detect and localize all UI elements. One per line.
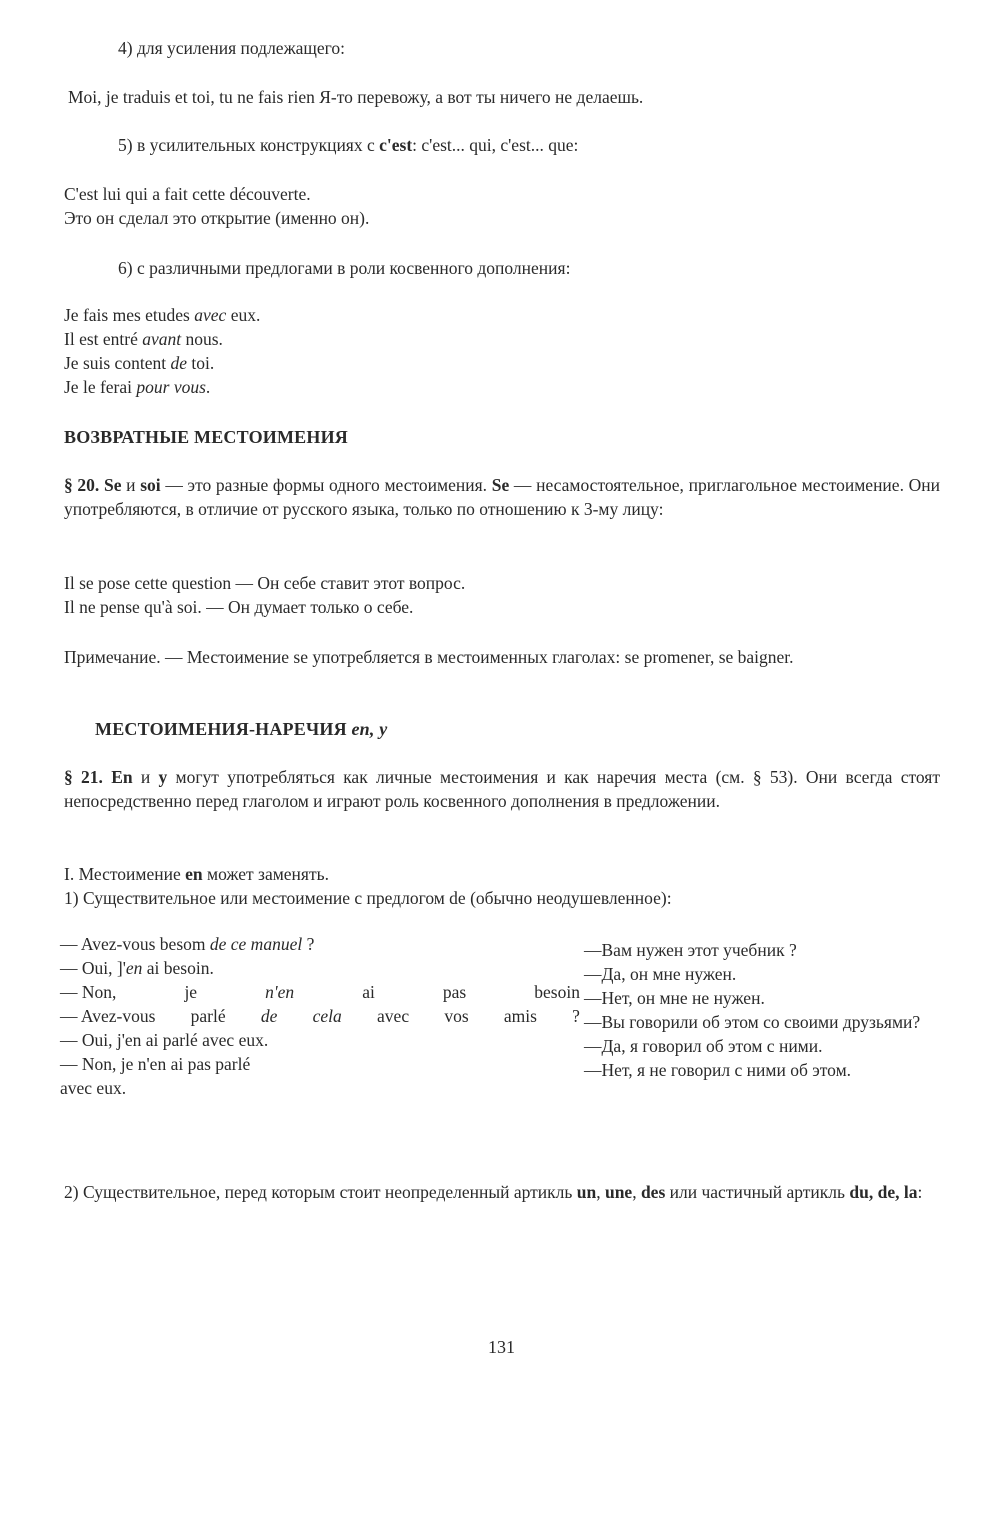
term-se: Se bbox=[104, 475, 122, 495]
paragraph-text: — несамостоятельное, приглагольное местоимение. Они употребляются, в отличие от русского языка, только по отношению к 3-му лицу: bbox=[64, 475, 940, 519]
item-6-text: 6) с различными предлогами в роли косвенного дополнения: bbox=[118, 258, 571, 278]
dialog-word: amis bbox=[503, 1006, 537, 1026]
reflexive-examples bbox=[64, 571, 465, 619]
heading-text: МЕСТОИМЕНИЯ-НАРЕЧИЯ bbox=[95, 719, 352, 739]
example-cest-fr: C'est lui qui a fait cette découverte. bbox=[64, 184, 311, 204]
paragraph-text: — это разные формы одного местоимения. bbox=[160, 475, 492, 495]
dialog-line bbox=[60, 1004, 580, 1028]
paragraph-text: : bbox=[917, 1182, 923, 1202]
dialog-line bbox=[60, 980, 580, 1004]
dialog-line: —Да, он мне нужен. bbox=[584, 964, 737, 984]
example-text: Je suis content bbox=[64, 353, 171, 373]
paragraph-text: или частичный артикль bbox=[665, 1182, 850, 1202]
dialog-line: —Да, я говорил об этом с ними. bbox=[584, 1036, 823, 1056]
dialog-word: — Avez-vous bbox=[60, 1006, 156, 1026]
dialog-line: —Нет, я не говорил с ними об этом. bbox=[584, 1060, 852, 1080]
section-number: § 20. bbox=[64, 475, 100, 495]
dialog-word: avec bbox=[377, 1006, 410, 1026]
en-subpoint-2 bbox=[64, 1180, 940, 1204]
page-number: 131 bbox=[488, 1337, 515, 1357]
note-paragraph: Примечание. — Местоимение se употребляется в местоименных глаголах: se promener, se baigner. bbox=[64, 647, 794, 667]
section-heading-reflexive: ВОЗВРАТНЫЕ МЕСТОИМЕНИЯ bbox=[64, 427, 348, 447]
dialog-line: —Нет, он мне не нужен. bbox=[584, 988, 765, 1008]
example-preposition: avec bbox=[194, 305, 227, 325]
dialog-word: besoin bbox=[534, 982, 580, 1002]
heading-terms: en, y bbox=[351, 719, 388, 739]
dialog-line bbox=[60, 956, 580, 980]
dialog-word: cela bbox=[312, 1006, 342, 1026]
example-cest-block bbox=[64, 182, 369, 230]
example-text: Il est entré bbox=[64, 329, 143, 349]
dialog-word: vos bbox=[444, 1006, 469, 1026]
example-text: nous. bbox=[181, 329, 223, 349]
paragraph-text: , bbox=[596, 1182, 605, 1202]
example-preposition: de bbox=[170, 353, 187, 373]
example-preposition: pour vous bbox=[136, 377, 206, 397]
paragraph-text: и bbox=[121, 475, 141, 495]
item-5-cest: c'est bbox=[379, 135, 413, 155]
dialog-line: avec eux. bbox=[60, 1078, 127, 1098]
term-en: En bbox=[111, 767, 133, 787]
dialog-word: pas bbox=[442, 982, 467, 1002]
example-moi: Moi, je traduis et toi, tu ne fais rien Я-то перевожу, а вот ты ничего не делаешь. bbox=[68, 87, 644, 107]
dialog-word: ai bbox=[362, 982, 375, 1002]
example-line bbox=[64, 375, 260, 399]
dialog-text: ai besoin. bbox=[142, 958, 214, 978]
article-une: une bbox=[604, 1182, 633, 1202]
dialog-italic: de ce manuel bbox=[209, 934, 303, 954]
example-text: toi. bbox=[186, 353, 215, 373]
partitive-articles: du, de, la bbox=[849, 1182, 918, 1202]
en-subpoint-1: 1) Существительное или местоимение с предлогом de (обычно неодушевленное): bbox=[64, 888, 672, 908]
dialog-text: — Oui, ]' bbox=[60, 958, 126, 978]
article-un: un bbox=[576, 1182, 597, 1202]
en-intro-line bbox=[64, 862, 672, 886]
intro-text: I. Местоимение bbox=[64, 864, 186, 884]
section-number: § 21. bbox=[64, 767, 103, 787]
example-preposition: avant bbox=[142, 329, 182, 349]
term-se: Se bbox=[491, 475, 510, 495]
example-line: Il ne pense qu'à soi. — Он думает только о себе. bbox=[64, 597, 414, 617]
dialog-word: parlé bbox=[190, 1006, 226, 1026]
paragraph-text: могут употребляться как личные местоимения и как наречия места (см. § 53). Они всегда стоят непосредственно перед глаголом и играют роль косвенного дополнения в предложении. bbox=[64, 767, 941, 811]
example-text: eux. bbox=[226, 305, 261, 325]
article-des: des bbox=[640, 1182, 666, 1202]
section-heading-adverbs bbox=[95, 717, 387, 741]
dialog-text: — Avez-vous besom bbox=[60, 934, 210, 954]
dialog-line: —Вам нужен этот учебник ? bbox=[584, 940, 797, 960]
intro-text: может заменять. bbox=[202, 864, 329, 884]
dialog-line: —Вы говорили об этом со своими друзьями? bbox=[584, 1012, 921, 1032]
example-line bbox=[64, 327, 260, 351]
example-cest-ru: Это он сделал это открытие (именно он). bbox=[64, 208, 370, 228]
example-line bbox=[64, 351, 260, 375]
dialog-italic: en bbox=[125, 958, 143, 978]
preposition-examples bbox=[64, 303, 260, 399]
dialog-word: n'en bbox=[265, 982, 295, 1002]
item-5-pre: 5) в усилительных конструкциях с bbox=[118, 135, 380, 155]
example-line bbox=[64, 303, 260, 327]
example-text: . bbox=[205, 377, 211, 397]
dialog-french bbox=[60, 932, 580, 1100]
term-soi: soi bbox=[140, 475, 161, 495]
item-4-text: 4) для усиления подлежащего: bbox=[118, 38, 346, 58]
term-en: en bbox=[185, 864, 203, 884]
item-5-post: : c'est... qui, c'est... que: bbox=[412, 135, 579, 155]
item-5-text bbox=[118, 133, 578, 157]
dialog-line: — Oui, j'en ai parlé avec eux. bbox=[60, 1030, 269, 1050]
dialog-line: — Non, je n'en ai pas parlé bbox=[60, 1054, 251, 1074]
paragraph-text: , bbox=[632, 1182, 641, 1202]
dialog-word: — Non, bbox=[60, 982, 117, 1002]
dialog-word: de bbox=[260, 1006, 278, 1026]
example-text: Je le ferai bbox=[64, 377, 137, 397]
paragraph-text: 2) Существительное, перед которым стоит неопределенный артикль bbox=[64, 1182, 577, 1202]
paragraph-20 bbox=[64, 473, 940, 521]
example-text: Je fais mes etudes bbox=[64, 305, 195, 325]
dialog-russian bbox=[584, 938, 946, 1082]
paragraph-text: и bbox=[132, 767, 159, 787]
dialog-line bbox=[60, 932, 580, 956]
dialog-word: je bbox=[184, 982, 198, 1002]
dialog-word: ? bbox=[572, 1006, 580, 1026]
term-y: y bbox=[158, 767, 168, 787]
en-intro bbox=[64, 862, 672, 910]
example-line: Il se pose cette question — Он себе ставит этот вопрос. bbox=[64, 573, 466, 593]
dialog-text: ? bbox=[302, 934, 315, 954]
paragraph-21 bbox=[64, 765, 940, 813]
